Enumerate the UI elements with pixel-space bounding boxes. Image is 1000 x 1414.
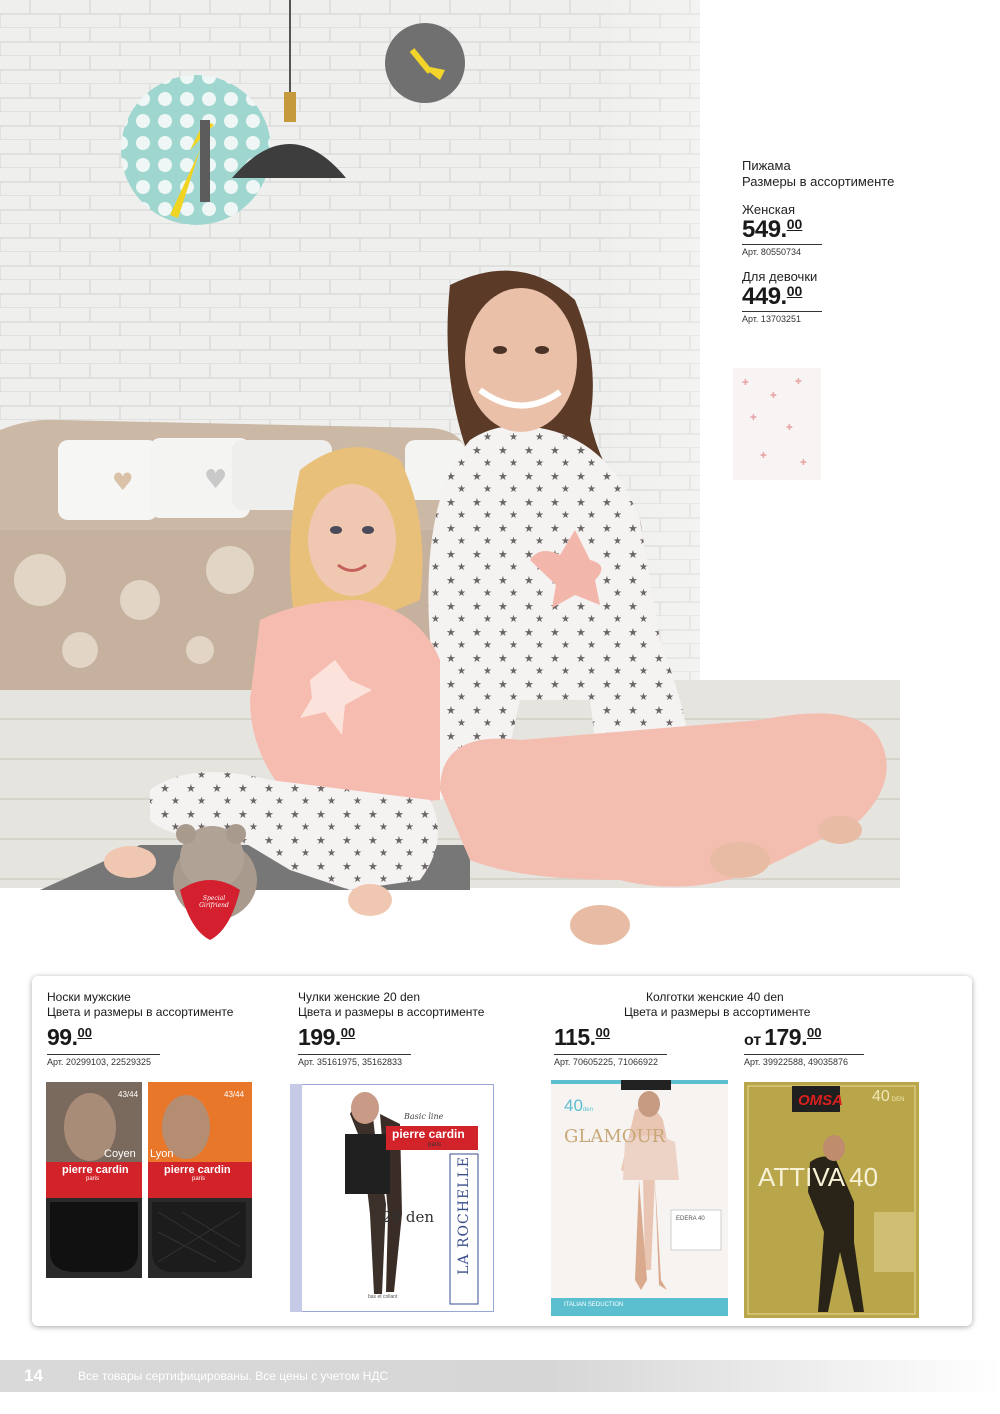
socks-title: Носки мужские: [47, 990, 131, 1004]
socks-pack-2-name: Lyon: [150, 1148, 174, 1160]
omsa-price-prefix: от: [744, 1032, 762, 1049]
svg-text:✚: ✚: [800, 458, 807, 467]
socks-pack-2-brand: pierre cardin: [164, 1164, 231, 1176]
socks-pack-1-brand: pierre cardin: [62, 1164, 129, 1176]
stockings-den: 20 den: [382, 1208, 434, 1226]
glamour-price: [554, 1026, 610, 1049]
stockings-sub: paris: [428, 1142, 442, 1148]
pyjama-title: Пижама: [742, 158, 791, 173]
glamour-tagline: ITALIAN SEDUCTION: [564, 1302, 624, 1308]
tights-title: Колготки женские 40 den: [646, 990, 784, 1004]
page-footer: [0, 1360, 1000, 1392]
svg-text:✚: ✚: [742, 378, 749, 387]
pyjama-sizes: Размеры в ассортименте: [742, 174, 895, 189]
women-price: [742, 218, 922, 242]
girl-face: [308, 484, 396, 596]
girls-label: Для девочки: [742, 269, 818, 284]
stockings-price: [298, 1026, 355, 1049]
hosiery-panel: [32, 976, 972, 1326]
glamour-model: EDERA 40: [676, 1216, 705, 1222]
women-price-cents: 00: [786, 216, 803, 232]
stockings-price-cents: 00: [340, 1025, 356, 1040]
omsa-den: 40 DEN: [872, 1088, 905, 1105]
svg-text:♥: ♥: [112, 468, 134, 496]
socks-sizes: Цвета и размеры в ассортименте: [47, 1005, 234, 1019]
socks-text: [47, 990, 277, 1020]
omsa-model: ATTIVA 40: [758, 1162, 879, 1192]
omsa-price-main: 179.: [764, 1024, 807, 1050]
socks-pack-1-name: Coyen: [104, 1148, 136, 1160]
girls-price: [742, 285, 922, 309]
glamour-price-cents: 00: [595, 1025, 610, 1040]
svg-text:✚: ✚: [770, 391, 777, 400]
omsa-brand: OMSA: [798, 1092, 843, 1109]
svg-text:✚: ✚: [760, 451, 767, 460]
pillow: [58, 440, 158, 520]
tights-text: [624, 990, 874, 1020]
socks-pack-2-size: 43/44: [224, 1090, 245, 1099]
stockings-text: [298, 990, 528, 1020]
omsa-art: Арт. 39922588, 49035876: [744, 1054, 864, 1067]
stockings-line: Basic line: [404, 1112, 444, 1121]
girls-price-main: 449.: [742, 283, 787, 310]
stockings-model: LA ROCHELLE: [456, 1156, 472, 1275]
socks-art: Арт. 20299103, 22529325: [47, 1054, 160, 1067]
tights-sizes: Цвета и размеры в ассортименте: [624, 1005, 811, 1019]
omsa-price-cents: 00: [806, 1025, 822, 1040]
stockings-title: Чулки женские 20 den: [298, 990, 421, 1004]
glamour-art: Арт. 70605225, 71066922: [554, 1054, 667, 1067]
svg-text:♥: ♥: [204, 465, 228, 495]
svg-text:✚: ✚: [795, 377, 802, 386]
socks-pack-1-sub: paris: [86, 1176, 100, 1182]
glamour-den: 40den: [564, 1096, 593, 1115]
socks-pack-1-size: 43/44: [118, 1090, 139, 1099]
girls-price-cents: 00: [786, 283, 803, 299]
svg-text:✚: ✚: [786, 423, 793, 432]
girls-art: Арт. 13703251: [742, 311, 822, 324]
socks-price-main: 99.: [47, 1024, 78, 1050]
teddy-heart-label: Special Girlfriend: [199, 895, 229, 909]
stockings-sizes: Цвета и размеры в ассортименте: [298, 1005, 485, 1019]
stockings-brand: pierre cardin: [392, 1127, 465, 1141]
women-art: Арт. 80550734: [742, 244, 822, 257]
socks-price: [47, 1026, 92, 1049]
footer-note: Все товары сертифицированы. Все цены с учетом НДС: [78, 1369, 389, 1383]
glamour-brand: GLAMOUR: [564, 1126, 666, 1147]
socks-pack-2-sub: paris: [192, 1176, 206, 1182]
stockings-art: Арт. 35161975, 35162833: [298, 1054, 411, 1067]
socks-price-cents: 00: [77, 1025, 92, 1040]
page-number: 14: [24, 1366, 43, 1385]
glamour-price-main: 115.: [554, 1024, 596, 1050]
women-label: Женская: [742, 202, 795, 217]
woman-face: [465, 288, 577, 432]
omsa-price: [744, 1026, 821, 1049]
pyjama-price-block: [742, 158, 922, 324]
omsa-pack-image: [744, 1082, 919, 1318]
socks-packs-image: [46, 1082, 252, 1278]
svg-text:✚: ✚: [750, 413, 757, 422]
stockings-small: bas et collant: [368, 1294, 398, 1300]
dotted-wall-clock: [121, 75, 271, 225]
women-price-main: 549.: [742, 216, 787, 243]
stockings-price-main: 199.: [298, 1024, 341, 1050]
